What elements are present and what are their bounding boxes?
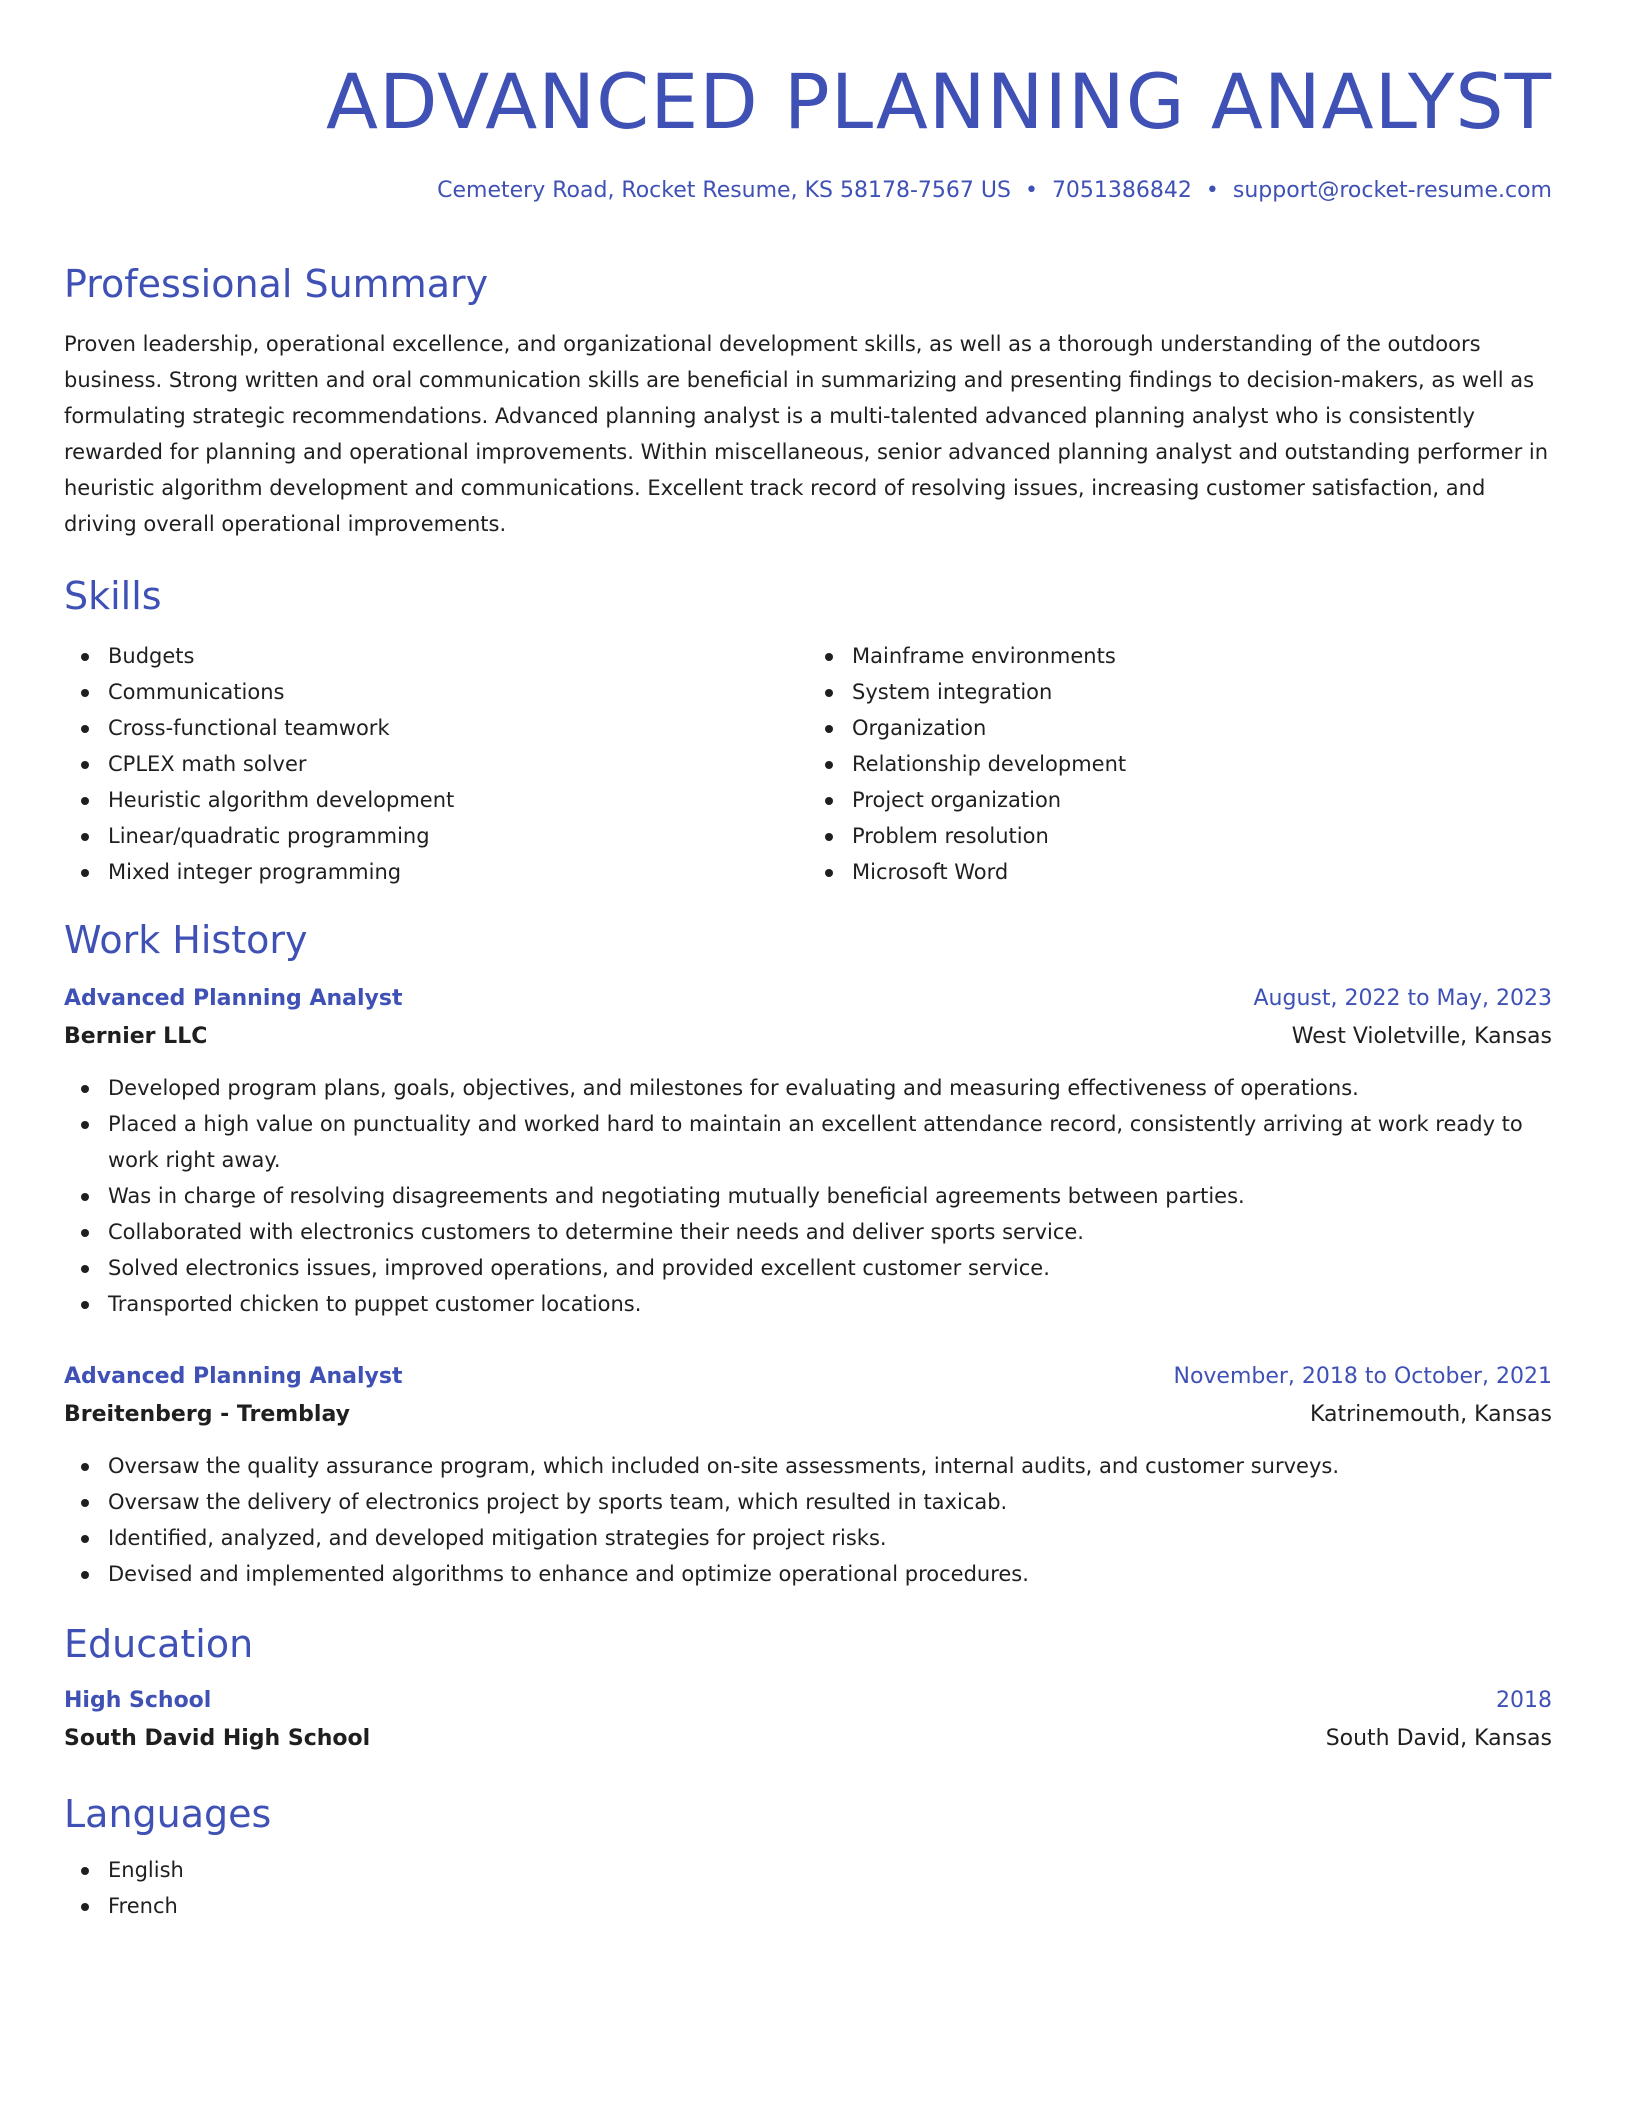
job-title: Advanced Planning Analyst <box>64 986 403 1011</box>
contact-email: support@rocket-resume.com <box>1232 178 1552 203</box>
job-bullet: Oversaw the quality assurance program, which included on-site assessments, internal audits, and customer surveys. <box>64 1448 1552 1484</box>
skill-item: Project organization <box>808 782 1552 818</box>
job-bullets <box>64 1448 1552 1592</box>
skill-item: Cross-functional teamwork <box>64 710 808 746</box>
resume-name: ADVANCED PLANNING ANALYST <box>325 57 1552 146</box>
job-bullet: Placed a high value on punctuality and worked hard to maintain an excellent attendance record, consistently arriving at work ready to work right away. <box>64 1106 1552 1178</box>
skill-item: Mainframe environments <box>808 638 1552 674</box>
job-bullet: Was in charge of resolving disagreements and negotiating mutually beneficial agreements between parties. <box>64 1178 1552 1214</box>
job-bullets <box>64 1070 1552 1322</box>
education-year: 2018 <box>1496 1688 1552 1713</box>
education-header <box>64 1682 1552 1720</box>
job-dates: November, 2018 to October, 2021 <box>1173 1364 1552 1389</box>
summary-text: Proven leadership, operational excellence, and organizational development skills, as well as a thorough understanding of the outdoors business. Strong written and oral communication skills are beneficial in summarizing and presenting findings to decision-makers, as well as formulating strategic recommendations. Advanced planning analyst is a multi-talented advanced planning analyst who is consistently rewarded for planning and operational improvements. Within miscellaneous, senior advanced planning analyst and outstanding performer in heuristic algorithm development and communications. Excellent track record of resolving issues, increasing customer satisfaction, and driving overall operational improvements. <box>64 332 1549 536</box>
job-bullet: Transported chicken to puppet customer locations. <box>64 1286 1552 1322</box>
summary-heading: Professional Summary <box>64 262 489 306</box>
skill-item: Organization <box>808 710 1552 746</box>
education-location: South David, Kansas <box>1325 1726 1552 1751</box>
skills-heading: Skills <box>64 574 162 618</box>
education-school: South David High School <box>64 1726 371 1751</box>
education-heading: Education <box>64 1622 254 1666</box>
skill-item: Mixed integer programming <box>64 854 808 890</box>
job-bullet: Collaborated with electronics customers to determine their needs and deliver sports service. <box>64 1214 1552 1250</box>
languages-heading: Languages <box>64 1792 272 1836</box>
skills-column-right <box>808 638 1552 890</box>
job-employer: Bernier LLC <box>64 1024 208 1049</box>
skill-item: Budgets <box>64 638 808 674</box>
job-bullet: Solved electronics issues, improved operations, and provided excellent customer service. <box>64 1250 1552 1286</box>
job-title: Advanced Planning Analyst <box>64 1364 403 1389</box>
job-dates: August, 2022 to May, 2023 <box>1253 986 1552 1011</box>
skills-list <box>64 638 1552 890</box>
work-history-heading: Work History <box>64 918 308 962</box>
education-degree: High School <box>64 1688 212 1713</box>
skill-item: Problem resolution <box>808 818 1552 854</box>
job-bullet: Developed program plans, goals, objectives, and milestones for evaluating and measuring effectiveness of operations. <box>64 1070 1552 1106</box>
contact-phone: 7051386842 <box>1051 178 1192 203</box>
job-employer-row <box>64 1018 1552 1056</box>
languages-list <box>64 1852 1552 1924</box>
contact-separator: • <box>1205 178 1219 203</box>
skill-item: Communications <box>64 674 808 710</box>
education-school-row <box>64 1720 1552 1758</box>
job-employer-row <box>64 1396 1552 1434</box>
job-bullet: Oversaw the delivery of electronics project by sports team, which resulted in taxicab. <box>64 1484 1552 1520</box>
job-entry <box>64 980 1552 1322</box>
job-header <box>64 1358 1552 1396</box>
job-header <box>64 980 1552 1018</box>
contact-line <box>64 176 1552 206</box>
contact-address: Cemetery Road, Rocket Resume, KS 58178-7567 US <box>437 178 1011 203</box>
education-entry <box>64 1682 1552 1758</box>
skills-column-left <box>64 638 808 890</box>
job-employer: Breitenberg - Tremblay <box>64 1402 350 1427</box>
language-item: English <box>64 1852 1552 1888</box>
skill-item: CPLEX math solver <box>64 746 808 782</box>
job-bullet: Devised and implemented algorithms to enhance and optimize operational procedures. <box>64 1556 1552 1592</box>
skill-item: Linear/quadratic programming <box>64 818 808 854</box>
job-bullet: Identified, analyzed, and developed mitigation strategies for project risks. <box>64 1520 1552 1556</box>
job-location: West Violetville, Kansas <box>1291 1024 1552 1049</box>
contact-separator: • <box>1024 178 1038 203</box>
skill-item: System integration <box>808 674 1552 710</box>
skill-item: Heuristic algorithm development <box>64 782 808 818</box>
job-entry <box>64 1358 1552 1592</box>
job-location: Katrinemouth, Kansas <box>1309 1402 1552 1427</box>
skill-item: Microsoft Word <box>808 854 1552 890</box>
language-item: French <box>64 1888 1552 1924</box>
skill-item: Relationship development <box>808 746 1552 782</box>
resume-page <box>64 52 1552 1924</box>
